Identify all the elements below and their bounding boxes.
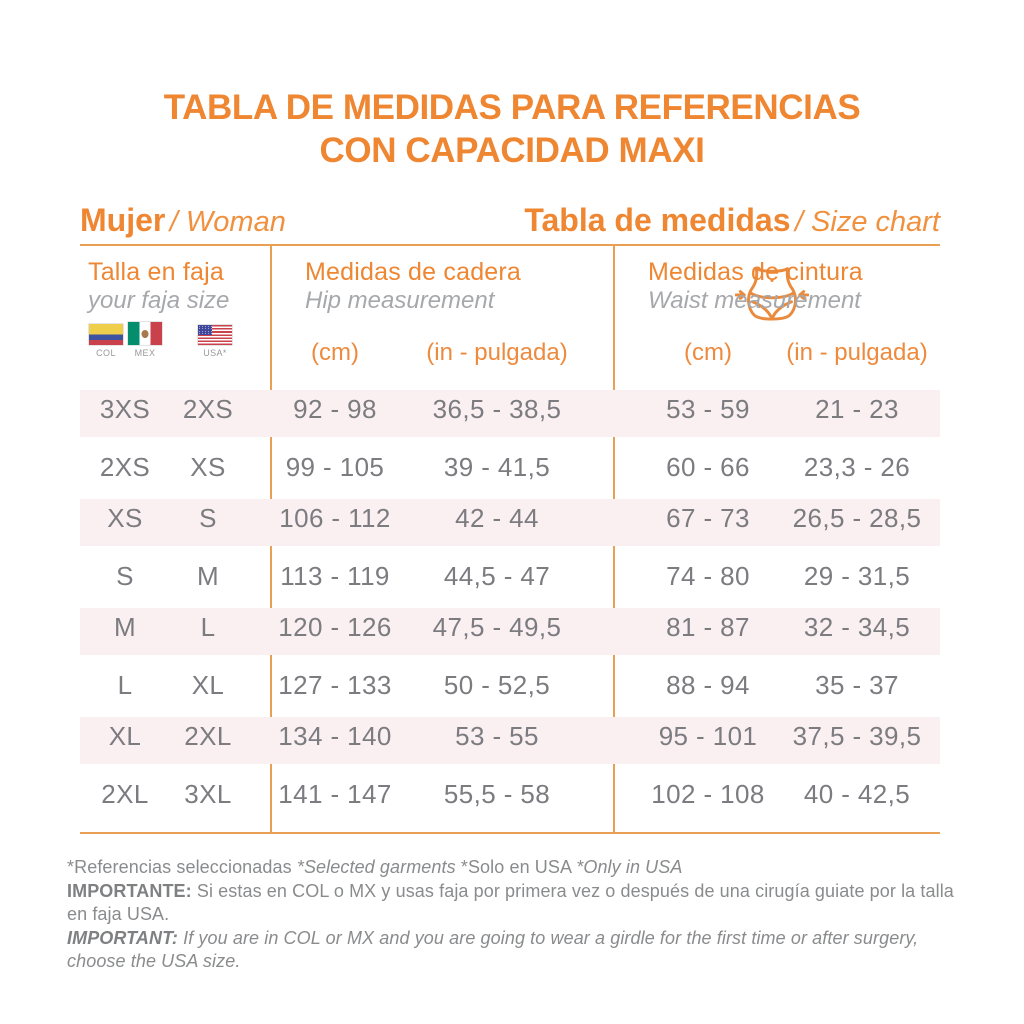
- cell-size-usa: L: [200, 611, 216, 642]
- cell-size-usa: XL: [191, 670, 225, 701]
- table-top-border: [80, 244, 940, 246]
- cell-hip-cm: 92 - 98: [293, 393, 377, 424]
- hip-title: Medidas de cadera: [305, 258, 522, 286]
- table-rows: [80, 386, 940, 822]
- footnote-important-en: [67, 927, 977, 974]
- footnote-important-es-label: IMPORTANTE:: [67, 880, 192, 901]
- cell-waist-cm: 88 - 94: [666, 670, 750, 701]
- waist-cm-unit-label: (cm): [684, 339, 732, 366]
- table-row: [80, 495, 940, 550]
- cell-waist-in: 21 - 23: [815, 393, 899, 424]
- cell-hip-cm: 141 - 147: [278, 779, 392, 810]
- hip-subtitle: Hip measurement: [305, 287, 495, 314]
- page-title: [0, 86, 1024, 172]
- units-row: [80, 336, 940, 370]
- chart-title-label: [524, 202, 940, 239]
- usa-flag-label: USA*: [203, 348, 227, 358]
- cell-size-colmex: XS: [107, 502, 143, 533]
- cell-size-colmex: 2XS: [99, 452, 151, 483]
- table-row: [80, 550, 940, 605]
- cell-waist-cm: 81 - 87: [666, 611, 750, 642]
- size-table: [80, 244, 940, 834]
- cell-hip-cm: 113 - 119: [280, 561, 390, 592]
- table-row: [80, 386, 940, 441]
- cell-waist-in: 23,3 - 26: [803, 452, 911, 483]
- faja-size-subtitle: your faja size: [88, 287, 230, 314]
- cell-hip-cm: 99 - 105: [285, 452, 385, 483]
- cell-hip-cm: 106 - 112: [279, 502, 391, 533]
- cell-waist-cm: 95 - 101: [658, 720, 758, 751]
- cell-hip-in: 36,5 - 38,5: [432, 393, 562, 424]
- cell-waist-in: 26,5 - 28,5: [792, 502, 922, 533]
- footnote-references: [67, 856, 977, 880]
- cell-hip-cm: 127 - 133: [278, 670, 392, 701]
- cell-hip-in: 47,5 - 49,5: [432, 611, 562, 642]
- chart-title-es: Tabla de medidas: [524, 202, 791, 238]
- cell-hip-in: 42 - 44: [455, 502, 539, 533]
- footnote-important-es-text: Si estas en COL o MX y usas faja por primera vez o después de una cirugía guiate por la talla en faja USA.: [67, 880, 954, 924]
- cell-size-colmex: M: [113, 611, 137, 642]
- waist-column-header: [648, 258, 863, 315]
- cell-waist-in: 32 - 34,5: [803, 611, 911, 642]
- cell-waist-cm: 60 - 66: [666, 452, 750, 483]
- page-title-line2: CON CAPACIDAD MAXI: [319, 131, 705, 170]
- cell-hip-cm: 134 - 140: [278, 720, 392, 751]
- cell-size-colmex: XL: [108, 720, 142, 751]
- subheader: [80, 202, 940, 239]
- table-bottom-border: [80, 832, 940, 834]
- cell-hip-in: 39 - 41,5: [443, 452, 551, 483]
- hip-in-unit-label: (in - pulgada): [426, 339, 568, 366]
- cell-size-colmex: 2XL: [101, 779, 149, 810]
- mexico-flag-label: MEX: [134, 348, 156, 358]
- cell-hip-in: 44,5 - 47: [443, 561, 551, 592]
- cell-waist-in: 35 - 37: [815, 670, 899, 701]
- cell-size-colmex: L: [117, 670, 133, 701]
- footnote-references-en1: *Selected garments: [296, 857, 456, 877]
- cell-waist-in: 40 - 42,5: [803, 779, 911, 810]
- hip-column-header: [305, 258, 521, 315]
- cell-waist-in: 37,5 - 39,5: [792, 720, 922, 751]
- cell-waist-cm: 53 - 59: [666, 393, 750, 424]
- page-title-line1: TABLA DE MEDIDAS PARA REFERENCIAS: [163, 88, 861, 127]
- cell-waist-in: 29 - 31,5: [803, 561, 911, 592]
- gender-label-en: / Woman: [169, 206, 286, 238]
- cell-size-usa: M: [196, 561, 220, 592]
- cell-size-usa: XS: [190, 452, 226, 483]
- hip-cm-unit-label: (cm): [311, 339, 359, 366]
- footnote-references-es1: *Referencias seleccionadas: [67, 857, 292, 877]
- footnotes: [67, 856, 977, 974]
- footnote-references-en2: *Only in USA: [576, 857, 683, 877]
- chart-title-en: / Size chart: [794, 206, 940, 238]
- footnote-references-es2: *Solo en USA: [460, 857, 572, 877]
- faja-size-column-header: [88, 258, 229, 315]
- cell-hip-in: 50 - 52,5: [443, 670, 551, 701]
- faja-size-title: Talla en faja: [88, 258, 225, 286]
- footnote-important-en-label: IMPORTANT:: [67, 927, 178, 948]
- footnote-important-en-text: If you are in COL or MX and you are going to wear a girdle for the first time or after surgery, choose the USA size.: [67, 927, 919, 971]
- cell-size-usa: S: [199, 502, 217, 533]
- waist-title: Medidas de cintura: [648, 258, 863, 286]
- waist-in-unit-label: (in - pulgada): [786, 339, 928, 366]
- table-row: [80, 713, 940, 768]
- cell-size-colmex: S: [116, 561, 134, 592]
- cell-waist-cm: 74 - 80: [666, 561, 750, 592]
- table-row: [80, 768, 940, 823]
- cell-hip-in: 53 - 55: [455, 720, 539, 751]
- waist-subtitle: Waist measurement: [648, 287, 861, 314]
- cell-size-usa: 2XS: [182, 393, 234, 424]
- cell-hip-in: 55,5 - 58: [443, 779, 551, 810]
- cell-waist-cm: 102 - 108: [651, 779, 765, 810]
- cell-size-usa: 3XL: [184, 779, 232, 810]
- colombia-flag-label: COL: [96, 348, 116, 358]
- gender-label: [80, 202, 286, 239]
- table-row: [80, 441, 940, 496]
- table-row: [80, 659, 940, 714]
- cell-size-colmex: 3XS: [99, 393, 151, 424]
- gender-label-es: Mujer: [80, 202, 166, 238]
- cell-hip-cm: 120 - 126: [278, 611, 392, 642]
- cell-waist-cm: 67 - 73: [666, 502, 750, 533]
- table-row: [80, 604, 940, 659]
- cell-size-usa: 2XL: [184, 720, 232, 751]
- footnote-important-es: [67, 880, 977, 927]
